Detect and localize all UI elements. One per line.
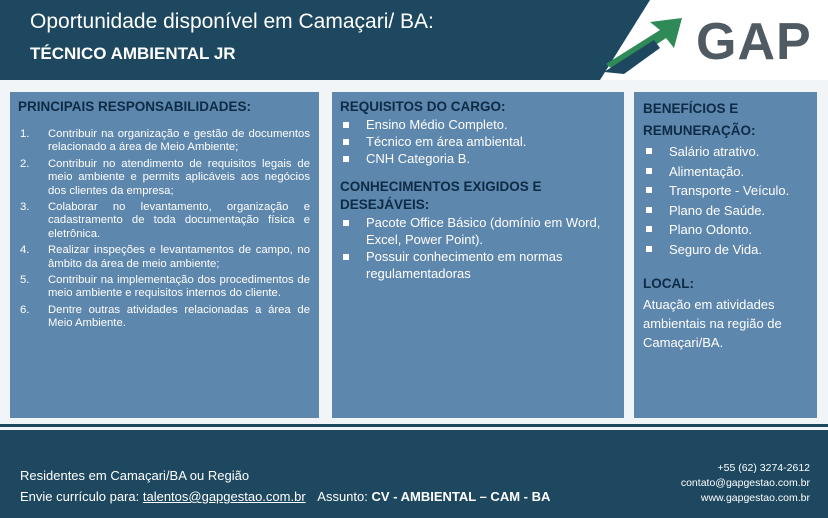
arrow-icon [604, 16, 696, 74]
divider [0, 424, 828, 427]
item-text: Colaborar no levantamento, organização e cadastramento de toda documentação física e eletrônica. [48, 201, 310, 240]
gap-logo [604, 13, 828, 74]
item-text: Possuir conhecimento em normas regulamentadoras [366, 249, 563, 281]
list-item [340, 150, 612, 167]
item-number: 6. [20, 303, 30, 316]
item-number: 5. [20, 274, 30, 287]
contact-email[interactable]: contato@gapgestao.com.br [680, 477, 810, 489]
item-text: Realizar inspeções e levantamentos de campo, no âmbito da área de meio ambiente; [48, 244, 310, 270]
subject-label: Assunto: [317, 489, 368, 504]
bullet-icon [646, 187, 652, 193]
item-text: Salário atrativo. [669, 144, 760, 159]
requirements-list [340, 116, 612, 167]
bullet-icon [343, 220, 349, 226]
list-item [340, 133, 612, 150]
item-text: Plano Odonto. [669, 222, 753, 237]
item-text: Técnico em área ambiental. [366, 134, 527, 149]
requirements-panel [332, 92, 624, 418]
list-item [643, 220, 811, 240]
list-item [340, 116, 612, 133]
bullet-icon [343, 139, 349, 145]
item-text: Contribuir na implementação dos procedimentos de meio ambiente e requisitos internos do cliente. [48, 274, 310, 300]
bullet-icon [343, 254, 349, 260]
list-item [18, 201, 310, 241]
item-text: Plano de Saúde. [669, 202, 766, 218]
bullet-icon [646, 148, 652, 154]
send-resume-line [20, 489, 550, 504]
website-link[interactable]: www.gapgestao.com.br [700, 492, 810, 504]
location-text: Atuação em atividades ambientais na região de Camaçari/BA. [643, 297, 782, 350]
item-text: Contribuir no atendimento de requisitos legais de meio ambiente e permits aplicáveis aos negócios dos clientes da empresa; [48, 157, 310, 197]
bullet-icon [343, 156, 349, 162]
item-number: 2. [20, 157, 30, 170]
list-item [643, 240, 811, 260]
item-text: Dentre outras atividades relacionadas a área de Meio Ambiente. [48, 303, 310, 330]
responsibilities-list [18, 128, 310, 334]
bullet-icon [646, 207, 652, 213]
benefits-list [643, 142, 811, 259]
list-item [340, 248, 612, 282]
job-title: TÉCNICO AMBIENTAL JR [30, 44, 236, 63]
list-item [18, 304, 310, 331]
phone: +55 (62) 3274-2612 [717, 462, 810, 474]
benefits-panel [634, 92, 817, 418]
list-item [18, 244, 310, 271]
item-text: CNH Categoria B. [366, 151, 471, 166]
list-item [18, 158, 310, 198]
benefits-title: BENEFÍCIOS E REMUNERAÇÃO: [643, 101, 756, 138]
list-item [643, 181, 811, 201]
responsibilities-panel [10, 92, 319, 418]
list-item [18, 128, 310, 155]
list-item [643, 162, 811, 182]
knowledge-list [340, 214, 612, 282]
page-title: Oportunidade disponível em Camaçari/ BA: [30, 10, 434, 33]
item-number: 1. [20, 128, 30, 140]
bullet-icon [646, 226, 652, 232]
item-text: Ensino Médio Completo. [366, 117, 508, 132]
email-link[interactable]: talentos@gapgestao.com.br [142, 489, 306, 504]
bullet-icon [646, 246, 652, 252]
list-item [643, 142, 811, 162]
contact-info [681, 461, 810, 506]
subject-value: CV - AMBIENTAL – CAM - BA [371, 489, 551, 504]
item-text: Transporte - Veículo. [669, 183, 790, 198]
logo-text: GAP [696, 13, 812, 71]
footer [0, 430, 828, 518]
list-item [340, 214, 612, 248]
item-number: 4. [20, 244, 30, 257]
requirements-title: REQUISITOS DO CARGO: [340, 99, 506, 114]
send-label: Envie currículo para: [20, 489, 140, 504]
responsibilities-title: PRINCIPAIS RESPONSABILIDADES: [18, 99, 252, 114]
location-title: LOCAL: [643, 276, 694, 291]
item-text: Alimentação. [669, 163, 745, 179]
item-text: Contribuir na organização e gestão de documentos relacionado a área de Meio Ambiente; [48, 128, 310, 154]
item-text: Seguro de Vida. [669, 241, 762, 257]
bullet-icon [343, 122, 349, 128]
item-number: 3. [20, 201, 30, 214]
item-text: Pacote Office Básico (domínio em Word, Excel, Power Point). [366, 215, 601, 247]
list-item [18, 274, 310, 301]
bullet-icon [646, 168, 652, 174]
residence-note: Residentes em Camaçari/BA ou Região [20, 468, 250, 483]
header-banner [0, 0, 828, 80]
knowledge-title: CONHECIMENTOS EXIGIDOS E DESEJÁVEIS: [340, 179, 542, 212]
list-item [643, 201, 811, 221]
